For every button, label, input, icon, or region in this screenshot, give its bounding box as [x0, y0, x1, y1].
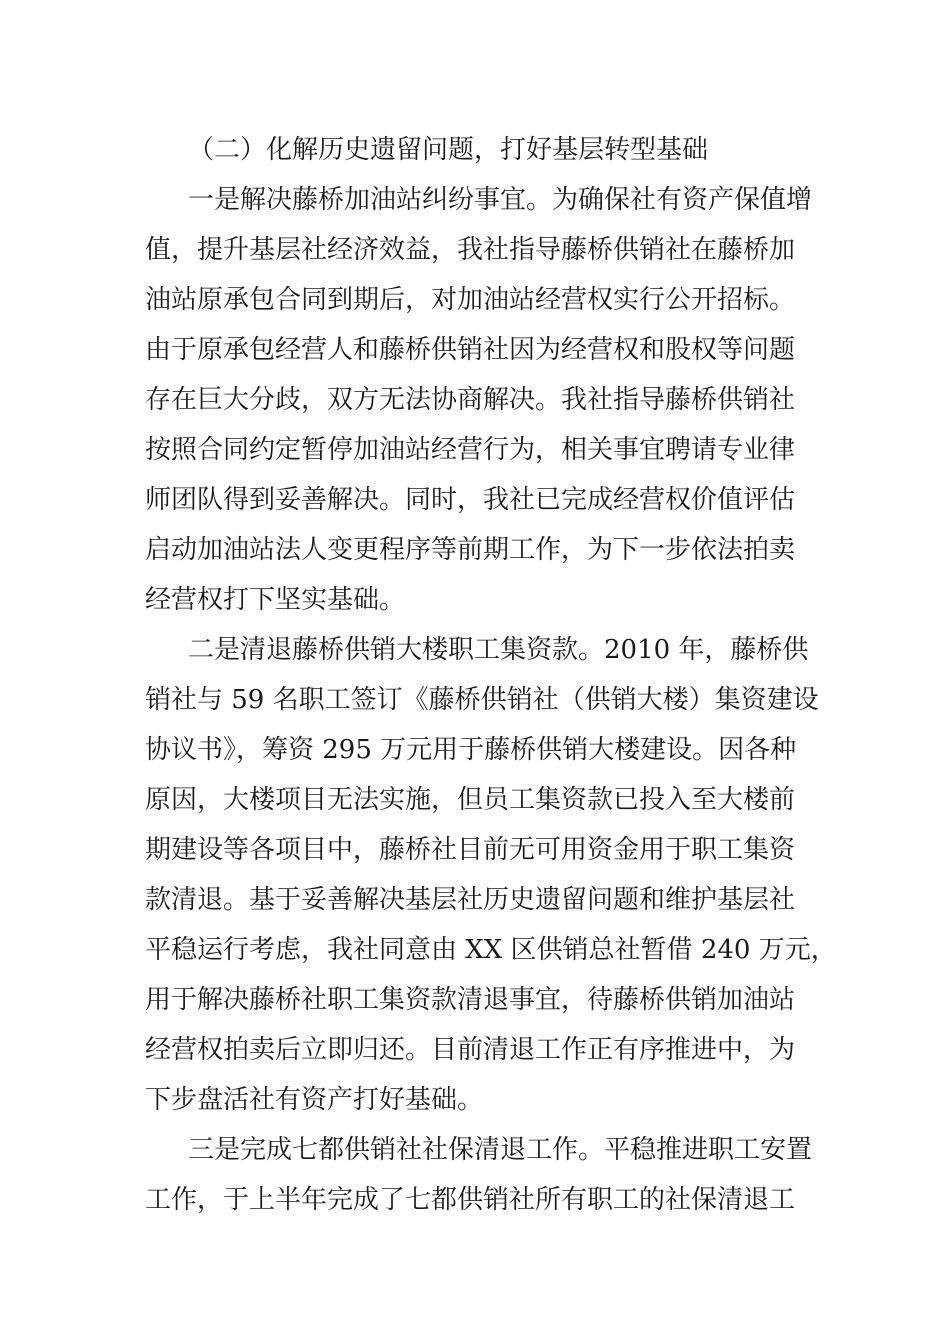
- paragraph-line: 值，提升基层社经济效益，我社指导藤桥供销社在藤桥加: [145, 235, 796, 265]
- paragraph-line: 经营权拍卖后立即归还。目前清退工作正有序推进中，为: [145, 1035, 796, 1065]
- paragraph-line: 经营权打下坚实基础。: [145, 585, 406, 615]
- paragraph-line: 存在巨大分歧，双方无法协商解决。我社指导藤桥供销社: [145, 385, 796, 415]
- paragraph-line: 三是完成七都供销社社保清退工作。平稳推进职工安置: [188, 1135, 813, 1165]
- section-heading: （二）化解历史遗留问题，打好基层转型基础: [188, 135, 709, 165]
- paragraph-line: 一是解决藤桥加油站纠纷事宜。为确保社有资产保值增: [188, 185, 813, 215]
- paragraph-line: 用于解决藤桥社职工集资款清退事宜，待藤桥供销加油站: [145, 985, 796, 1015]
- paragraph-line: 期建设等各项目中，藤桥社目前无可用资金用于职工集资: [145, 835, 796, 865]
- paragraph-line: 款清退。基于妥善解决基层社历史遗留问题和维护基层社: [145, 885, 796, 915]
- paragraph-line: 销社与 59 名职工签订《藤桥供销社（供销大楼）集资建设: [145, 685, 819, 715]
- paragraph-line: 按照合同约定暂停加油站经营行为，相关事宜聘请专业律: [145, 435, 796, 465]
- paragraph-line: 下步盘活社有资产打好基础。: [145, 1085, 484, 1115]
- paragraph-line: 二是清退藤桥供销大楼职工集资款。2010 年，藤桥供: [188, 635, 809, 665]
- paragraph-line: 协议书》，筹资 295 万元用于藤桥供销大楼建设。因各种: [145, 735, 797, 765]
- paragraph-line: 师团队得到妥善解决。同时，我社已完成经营权价值评估: [145, 485, 796, 515]
- paragraph-line: 油站原承包合同到期后，对加油站经营权实行公开招标。: [145, 285, 796, 315]
- paragraph-line: 原因，大楼项目无法实施，但员工集资款已投入至大楼前: [145, 785, 796, 815]
- paragraph-line: 由于原承包经营人和藤桥供销社因为经营权和股权等问题: [145, 335, 796, 365]
- paragraph-line: 工作，于上半年完成了七都供销社所有职工的社保清退工: [145, 1185, 796, 1215]
- paragraph-line: 启动加油站法人变更程序等前期工作，为下一步依法拍卖: [145, 535, 796, 565]
- paragraph-line: 平稳运行考虑，我社同意由 XX 区供销总社暂借 240 万元，: [145, 935, 837, 965]
